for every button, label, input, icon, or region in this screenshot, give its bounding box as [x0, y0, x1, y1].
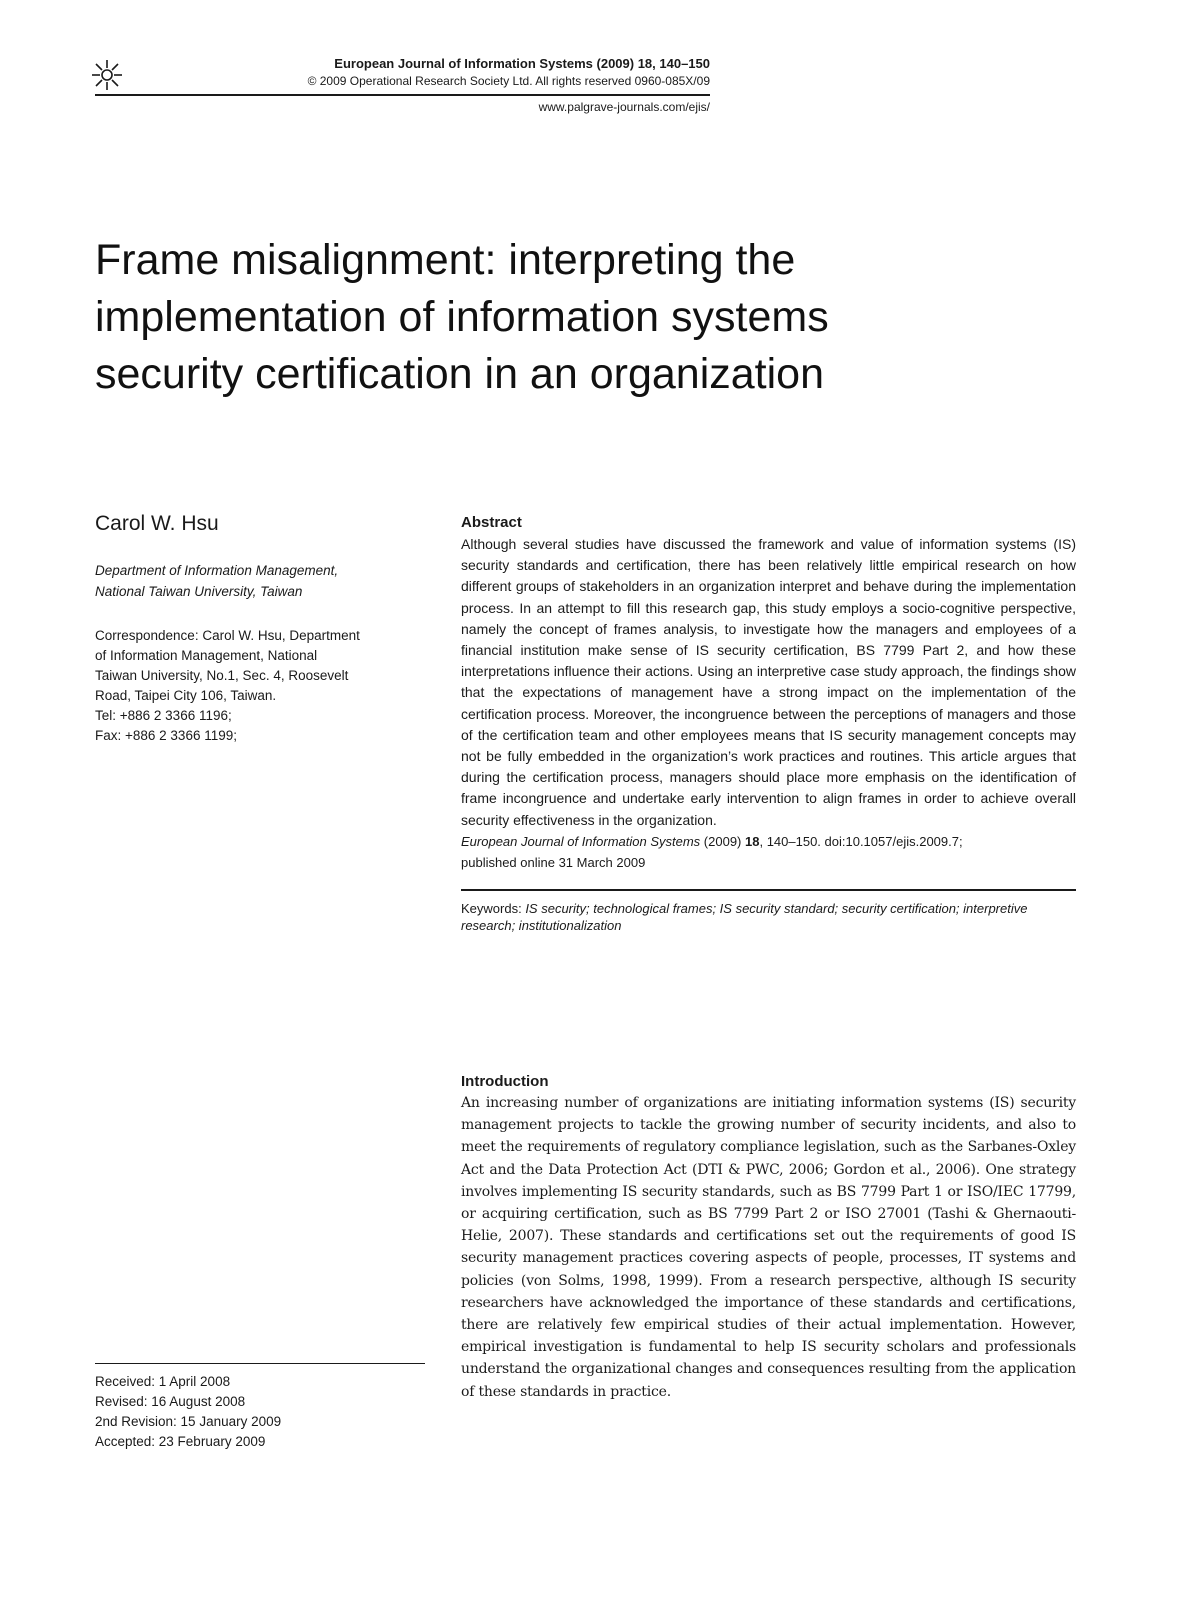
citation-pages-doi[interactable]: , 140–150. doi:10.1057/ejis.2009.7;: [759, 833, 963, 849]
correspondence-line: Road, Taipei City 106, Taiwan.: [95, 688, 277, 703]
abstract-divider: [461, 889, 1076, 891]
title-line: implementation of information systems: [95, 293, 829, 341]
journal-url[interactable]: www.palgrave-journals.com/ejis/: [538, 100, 710, 114]
correspondence-block: [95, 626, 430, 746]
correspondence-tel: Tel: +886 2 3366 1196;: [95, 708, 232, 723]
correspondence-fax: Fax: +886 2 3366 1199;: [95, 728, 237, 743]
affiliation-line: National Taiwan University, Taiwan: [95, 584, 303, 599]
header-divider: [95, 94, 710, 96]
author-column: [95, 512, 430, 746]
citation-volume: 18: [745, 833, 760, 849]
abstract-text: Although several studies have discussed the framework and value of information systems (IS) security standards and certification, there has been relatively little empirical research on how different groups of stakeholders in an organization interpret and behave during the implementation process. In an attempt to fill this research gap, this study employs a socio-cognitive perspective, namely the concept of frames analysis, to investigate how the managers and employees of a financial institution make sense of IS security certification, BS 7799 Part 2, and how these interpretations influence their actions. Using an interpretive case study approach, the findings show that the expectations of management have a strong impact on the implementation of the certification process. Moreover, the incongruence between the perceptions of managers and those of the certification team and other employees means that IS security management concepts may not be fully embedded in the organization’s work practices and routines. This article argues that during the certification process, managers should place more emphasis on the identification of frame incongruence and undertake early intervention to align frames in order to achieve overall security effectiveness in the organization.: [461, 536, 1076, 828]
received-date: Received: 1 April 2008: [95, 1374, 231, 1389]
title-line: Frame misalignment: interpreting the: [95, 236, 796, 284]
introduction-text: An increasing number of organizations are initiating information systems (IS) security management projects to tackle the growing number of security incidents, and also to meet the requirements of regulatory compliance legislation, such as the Sarbanes-Oxley Act and the Data Protection Act (DTI & PWC, 2006; Gordon et al., 2006). One strategy involves implementing IS security standards, such as BS 7799 Part 1 or ISO/IEC 17799, or acquiring certification, such as BS 7799 Part 2 or ISO 27001 (Tashi & Ghernaouti-Helie, 2007). These standards and certifications set out the requirements of good IS security management practices covering aspects of people, processes, IT systems and policies (von Solms, 1998, 1999). From a research perspective, although IS security researchers have acknowledged the importance of these standards and certifications, there are relatively few empirical studies of their actual implementation. However, empirical investigation is fundamental to help IS security scholars and professionals understand the organizational changes and consequences resulting from the application of these standards in practice.: [461, 1095, 1076, 1400]
title-line: security certification in an organization: [95, 350, 824, 398]
abstract-heading: Abstract: [461, 514, 522, 531]
keywords-values: IS security; technological frames; IS security standard; security certification; interpretive research; institutionalization: [461, 900, 1028, 933]
citation-published: published online 31 March 2009: [461, 854, 646, 870]
citation-year: (2009): [700, 833, 745, 849]
article-dates: [95, 1363, 425, 1452]
correspondence-line: Taiwan University, No.1, Sec. 4, Roosevelt: [95, 668, 349, 683]
revised-date: Revised: 16 August 2008: [95, 1394, 246, 1409]
journal-citation-line: European Journal of Information Systems (2009) 18, 140–150: [334, 56, 710, 71]
affiliation-line: Department of Information Management,: [95, 563, 339, 578]
author-affiliation: [95, 560, 430, 602]
introduction-heading: Introduction: [461, 1073, 549, 1090]
keywords: [461, 900, 1076, 934]
author-name: Carol W. Hsu: [95, 512, 219, 535]
accepted-date: Accepted: 23 February 2009: [95, 1434, 266, 1449]
article-title: [95, 232, 995, 403]
copyright-line: © 2009 Operational Research Society Ltd. All rights reserved 0960-085X/09: [307, 74, 710, 88]
abstract-citation: [461, 831, 1076, 873]
publisher-logo-icon: [90, 58, 124, 92]
citation-journal: European Journal of Information Systems: [461, 833, 701, 849]
abstract-section: [461, 514, 1076, 934]
keywords-label: Keywords:: [461, 900, 522, 916]
correspondence-line: of Information Management, National: [95, 648, 318, 663]
second-revision-date: 2nd Revision: 15 January 2009: [95, 1414, 282, 1429]
introduction-section: [461, 1073, 1076, 1403]
journal-header: [308, 56, 710, 88]
correspondence-line: Correspondence: Carol W. Hsu, Department: [95, 628, 360, 643]
